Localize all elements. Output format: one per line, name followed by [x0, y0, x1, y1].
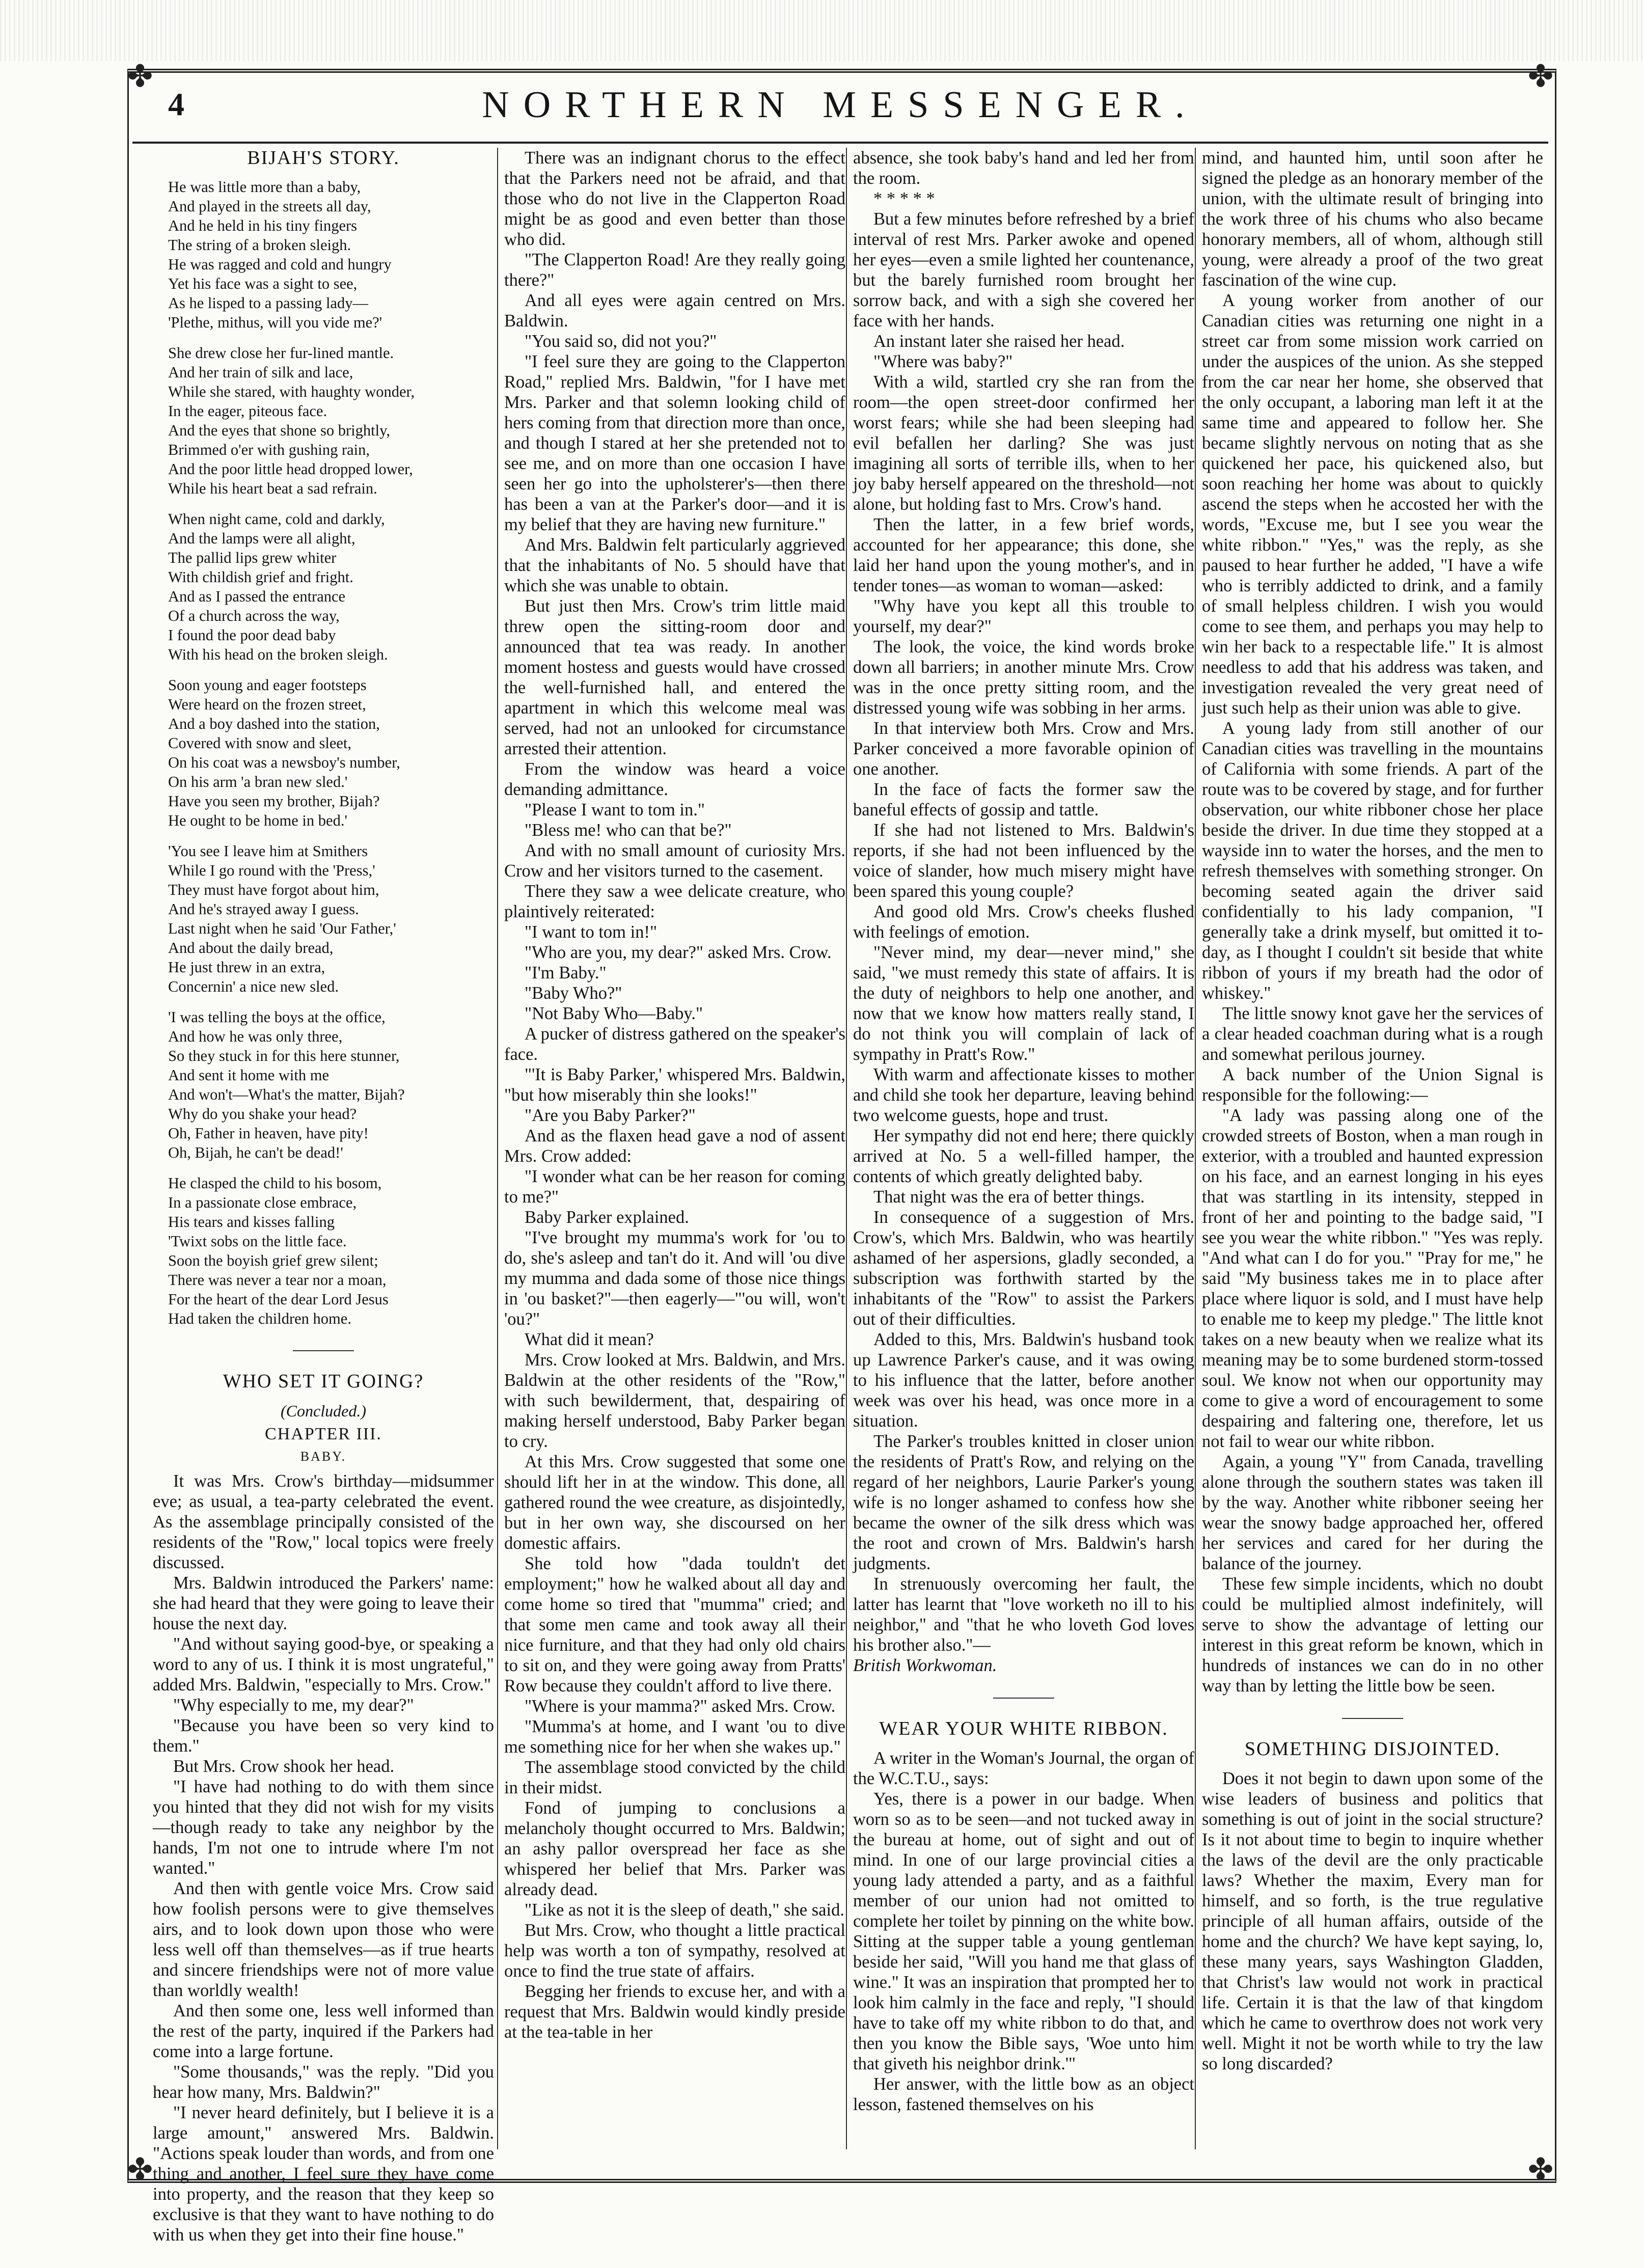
poem-line: Soon young and eager footsteps: [168, 676, 367, 694]
paragraph: From the window was heard a voice demanding admittance.: [504, 759, 845, 799]
ribbon-title: WEAR YOUR WHITE RIBBON.: [879, 1718, 1168, 1739]
poem-line: And as I passed the entrance: [168, 588, 346, 605]
page-header: [132, 80, 1548, 144]
poem-line: Oh, Father in heaven, have pity!: [168, 1125, 369, 1142]
poem-line: And the lamps were all alight,: [168, 530, 355, 547]
masthead: NORTHERN MESSENGER.: [482, 84, 1199, 126]
paragraph: There was an indignant chorus to the effect that the Parkers need not be afraid, and that those who do not live in the Clapperton Road might be as good and even better than those who did.: [504, 148, 845, 249]
poem-line: And the poor little head dropped lower,: [168, 460, 413, 478]
paragraph: "I wonder what can be her reason for coming to me?": [504, 1167, 845, 1207]
column-rule: [846, 148, 847, 2149]
poem-line: He was little more than a baby,: [168, 178, 361, 196]
poem-line: When night came, cold and darkly,: [168, 510, 385, 528]
poem-line: There was never a tear nor a moan,: [168, 1271, 387, 1289]
poem-line: And he's strayed away I guess.: [168, 900, 359, 918]
paragraph: And as the flaxen head gave a nod of assent Mrs. Crow added:: [504, 1126, 845, 1166]
paragraph: Her answer, with the little bow as an object lesson, fastened themselves on his: [853, 2074, 1194, 2114]
paragraph: "Baby Who?": [525, 983, 622, 1003]
poem-line: The string of a broken sleigh.: [168, 236, 351, 254]
paragraph: "A lady was passing along one of the crowded streets of Boston, when a man rough in exterior, with a troubled and haunted expression on his face, and an earnest longing in his eyes that was startling in its intensity, stepped in front of her and pointing to the badge said, "I see you wear the white ribbon." "Yes was reply. "And what can I do for you." "Pray for me," he said "My business takes me in to place after place where liquor is sold, and I must have help to enable me to keep my pledge." The little knot takes on a new beauty when we realize what its meaning may be to some burdened storm-tossed soul. We know not when our opportunity may come to give a word of encouragement to some despairing and faltering one, therefore, let us not fail to wear our white ribbon.: [1202, 1106, 1543, 1451]
poem-line: Of a church across the way,: [168, 607, 340, 624]
poem-line: He ought to be home in bed.': [168, 812, 347, 829]
story-title: WHO SET IT GOING?: [223, 1371, 424, 1392]
paragraph: "Why have you kept all this trouble to yourself, my dear?": [853, 596, 1194, 636]
paragraph: The Parker's troubles knitted in closer union the residents of Pratt's Row, and relying on the regard of her neighbors, Laurie Parker's young wife is no longer ashamed to confess how she became the owner of the silk dress which was the root and crown of Mrs. Baldwin's harsh judgments.: [853, 1432, 1194, 1573]
poem-line: And he held in his tiny fingers: [168, 217, 358, 234]
page-number: 4: [168, 86, 184, 122]
paragraph: In strenuously overcoming her fault, the latter has learnt that "love worketh no ill to his neighbor," and "that he who loveth God loves his brother also."—: [853, 1574, 1194, 1655]
chapter-subtitle: BABY.: [300, 1449, 347, 1464]
poem-line: And her train of silk and lace,: [168, 364, 353, 381]
paragraph: Mrs. Baldwin introduced the Parkers' name: she had heard that they were going to leave their house the next day.: [153, 1573, 494, 1633]
poem-body: [168, 177, 494, 1328]
poem-line: While I go round with the 'Press,': [168, 862, 375, 879]
poem-line: While his heart beat a sad refrain.: [168, 480, 377, 497]
story-text-col3: [853, 148, 1194, 1655]
corner-ornament-icon: ✤: [1527, 60, 1554, 93]
paragraph: And good old Mrs. Crow's cheeks flushed with feelings of emotion.: [853, 902, 1194, 942]
poem-line: On his arm 'a bran new sled.': [168, 773, 348, 790]
story-text-col1: [153, 1471, 494, 2245]
paragraph: "Where was baby?": [873, 352, 1013, 371]
paragraph: And with no small amount of curiosity Mrs. Crow and her visitors turned to the casement.: [504, 841, 845, 881]
paragraph: The assemblage stood convicted by the child in their midst.: [504, 1758, 845, 1797]
column-3: [853, 148, 1194, 2149]
paragraph: What did it mean?: [525, 1330, 654, 1349]
poem-line: They must have forgot about him,: [168, 881, 379, 898]
poem-line: 'Plethe, mithus, will you vide me?': [168, 314, 382, 331]
disjointed-text: [1202, 1768, 1543, 2074]
paragraph: "Some thousands," was the reply. "Did you hear how many, Mrs. Baldwin?": [153, 2062, 494, 2102]
poem-line: His tears and kisses falling: [168, 1213, 335, 1231]
poem-line: 'You see I leave him at Smithers: [168, 842, 368, 860]
poem-line: Last night when he said 'Our Father,': [168, 920, 396, 937]
column-4: [1202, 148, 1543, 2149]
corner-ornament-icon: ✤: [127, 2153, 153, 2187]
paragraph: In consequence of a suggestion of Mrs. Crow's, which Mrs. Baldwin, who was heartily ashamed of her aspersions, gladly seconded, a subscription was forthwith started by the inhabitants of the "Row" to assist the Parkers out of their difficulties.: [853, 1208, 1194, 1329]
poem-line: The pallid lips grew whiter: [168, 549, 337, 566]
poem-line: And how he was only three,: [168, 1028, 343, 1045]
poem-line: He just threw in an extra,: [168, 959, 325, 976]
paragraph: "The Clapperton Road! Are they really going there?": [504, 250, 845, 290]
paragraph: "Who are you, my dear?" asked Mrs. Crow.: [525, 943, 832, 962]
paragraph: A pucker of distress gathered on the speaker's face.: [504, 1024, 845, 1064]
column-rule: [497, 148, 498, 2149]
story-text-col2: [504, 148, 845, 2042]
poem-stanza: [168, 675, 494, 830]
paragraph: "Because you have been so very kind to them.": [153, 1716, 494, 1756]
paragraph: * * * * *: [873, 189, 935, 208]
poem-line: Have you seen my brother, Bijah?: [168, 793, 380, 810]
chapter-heading: CHAPTER III.: [265, 1425, 382, 1443]
paragraph: The little snowy knot gave her the services of a clear headed coachman during what is a rough and somewhat perilous journey.: [1202, 1004, 1543, 1064]
poem-line: Yet his face was a sight to see,: [168, 275, 358, 292]
paragraph: With warm and affectionate kisses to mother and child she took her departure, leaving behind two welcome guests, hope and trust.: [853, 1065, 1194, 1125]
paragraph: "You said so, did not you?": [525, 332, 717, 351]
poem-line: With childish grief and fright.: [168, 568, 353, 586]
poem-line: He clasped the child to his bosom,: [168, 1174, 382, 1192]
paragraph: With a wild, startled cry she ran from the room—the open street-door confirmed her worst fears; while she had been sleeping had evil befallen her darling? She was just imagining all sorts of terrible ills, when to her joy baby herself appeared on the threshold—not alone, but holding fast to Mrs. Crow's hand.: [853, 372, 1194, 514]
paragraph: And all eyes were again centred on Mrs. Baldwin.: [504, 291, 845, 331]
paragraph: But Mrs. Crow, who thought a little practical help was worth a ton of sympathy, resolved at once to find the true state of affairs.: [504, 1921, 845, 1981]
paragraph: These few simple incidents, which no doubt could be multiplied almost indefinitely, will serve to show the advantage of letting our interest in this great reform be known, which in hundreds of instances we can do in no other way than by letting the little bow be seen.: [1202, 1574, 1543, 1696]
paragraph: At this Mrs. Crow suggested that some one should lift her in at the window. This done, all gathered round the wee creature, as disjointedly, but in her own way, she discoursed on her domestic affairs.: [504, 1452, 845, 1553]
paragraph: Mrs. Crow looked at Mrs. Baldwin, and Mrs. Baldwin at the other residents of the "Row," with such bewilderment, that, despairing of making herself understood, Baby Parker began to cry.: [504, 1350, 845, 1451]
section-divider: [853, 1687, 1194, 1707]
story-source: British Workwoman.: [853, 1656, 997, 1675]
poem-line: And the eyes that shone so brightly,: [168, 422, 390, 439]
paragraph: "And without saying good-bye, or speaking a word to any of us. I think it is most ungrateful," added Mrs. Baldwin, "especially to Mrs. Crow.": [153, 1634, 494, 1695]
paragraph: mind, and haunted him, until soon after he signed the pledge as an honorary member of the union, with the ultimate result of bringing into the work three of his chums who also became honorary members, all of whom, although still young, were already a proof of the two great fascination of the wine cup.: [1202, 148, 1543, 290]
paragraph: That night was the era of better things.: [873, 1187, 1145, 1207]
poem-stanza: [168, 343, 494, 498]
poem-line: Were heard on the frozen street,: [168, 696, 366, 713]
paragraph: Begging her friends to excuse her, and with a request that Mrs. Baldwin would kindly preside at the tea-table in her: [504, 1982, 845, 2042]
poem-line: And sent it home with me: [168, 1067, 329, 1084]
poem-line: And about the daily bread,: [168, 939, 334, 957]
poem-line: 'Twixt sobs on the little face.: [168, 1233, 347, 1250]
poem-line: Covered with snow and sleet,: [168, 734, 351, 752]
section-divider: [1202, 1707, 1543, 1728]
paragraph: Yes, there is a power in our badge. When worn so as to be seen—and not tucked away in the bureau at home, out of sight and out of mind. In one of our large provincial cities a young lady attended a party, and as a faithful member of our union had not omitted to complete her toilet by pinning on the white bow. Sitting at the supper table a young gentleman beside her said, "Will you hand me that glass of wine." It was an inspiration that prompted her to look him calmly in the face and reply, "I should have to take off my white ribbon to do that, and then you know the Bible says, 'Woe unto him that giveth his neighbor drink.'": [853, 1789, 1194, 2073]
corner-ornament-icon: ✤: [1527, 2153, 1554, 2187]
paragraph: And then with gentle voice Mrs. Crow said how foolish persons were to give themselves airs, and to look down upon those who were less well off than themselves—as if true hearts and sincere friendships were not of more value than worldly wealth!: [153, 1879, 494, 2000]
paragraph: A young lady from still another of our Canadian cities was travelling in the mountains of California with some friends. A part of the route was to be covered by stage, and for further observation, our white ribboner chose her place beside the driver. In due time they stopped at a wayside inn to water the horses, and the men to refresh themselves with something stronger. On becoming seated again the driver said confidentially to his lady companion, "I generally take a drink myself, but omitted it to-day, as I thought I couldn't sit beside that white ribbon of yours if my breath had the odor of whiskey.": [1202, 719, 1543, 1003]
poem-line: In the eager, piteous face.: [168, 402, 327, 420]
poem-stanza: [168, 177, 494, 332]
poem-line: For the heart of the dear Lord Jesus: [168, 1291, 389, 1308]
paragraph: "Why especially to me, my dear?": [173, 1696, 414, 1715]
poem-title: BIJAH'S STORY.: [247, 147, 400, 169]
poem-line: With his head on the broken sleigh.: [168, 646, 388, 663]
paragraph: "I have had nothing to do with them since you hinted that they did not wish for my visits—though ready to take any neighbor by the hands, I'm not one to intrude where I'm not wanted.": [153, 1777, 494, 1878]
poem-line: Why do you shake your head?: [168, 1105, 357, 1123]
paragraph: But Mrs. Crow shook her head.: [173, 1757, 395, 1776]
columns: [138, 147, 1543, 2245]
paragraph: And then some one, less well informed than the rest of the party, inquired if the Parkers had come into a large fortune.: [153, 2001, 494, 2061]
poem-line: Had taken the children home.: [168, 1310, 351, 1327]
paragraph: There they saw a wee delicate creature, who plaintively reiterated:: [504, 882, 845, 921]
column-2: [504, 148, 845, 2149]
paragraph: If she had not listened to Mrs. Baldwin's reports, if she had not been influenced by the voice of slander, how much misery might have been spared this young couple?: [853, 821, 1194, 901]
paragraph: Does it not begin to dawn upon some of the wise leaders of business and politics that something is out of joint in the social structure? Is it not about time to begin to inquire whether the laws of the devil are the only practicable laws? Whether the maxim, Every man for himself, and so forth, is the true regulative principle of all human affairs, outside of the home and the church? We have kept saying, lo, these many years, says Washington Gladden, that Christ's law would not work in practical life. Certain it is that the law of that kingdom which he came to overthrow does not work very well. Might it not be worth while to try the law so long discarded?: [1202, 1769, 1543, 2073]
paragraph: Fond of jumping to conclusions a melancholy thought occurred to Mrs. Baldwin; an ashy pallor overspread her face as she whispered her belief that Mrs. Parker was already dead.: [504, 1798, 845, 1899]
poem-stanza: [168, 509, 494, 664]
paragraph: "Where is your mamma?" asked Mrs. Crow.: [525, 1697, 836, 1716]
paragraph: In that interview both Mrs. Crow and Mrs. Parker conceived a more favorable opinion of one another.: [853, 719, 1194, 779]
paragraph: "Please I want to tom in.": [525, 800, 705, 819]
ribbon-text-col4: [1202, 148, 1543, 1696]
paragraph: "I've brought my mumma's work for 'ou to do, she's asleep and tan't do it. And will 'ou dive my mumma and dada some of those nice things in 'ou basket?"—then eagerly—"'ou will, won't 'ou?": [504, 1228, 845, 1329]
paragraph: "Not Baby Who—Baby.": [525, 1004, 703, 1023]
paragraph: Then the latter, in a few brief words, accounted for her appearance; this done, she laid her hand upon the young mother's, and in tender tones—as woman to woman—asked:: [853, 515, 1194, 595]
poem-line: And a boy dashed into the station,: [168, 715, 380, 732]
paragraph: "'It is Baby Parker,' whispered Mrs. Baldwin, "but how miserably thin she looks!": [504, 1065, 845, 1105]
ribbon-text-col3: [853, 1748, 1194, 2115]
poem-line: So they stuck in for this here stunner,: [168, 1047, 400, 1064]
paragraph: An instant later she raised her head.: [873, 332, 1125, 351]
section-divider: [153, 1340, 494, 1360]
paragraph: "I'm Baby.": [525, 963, 607, 982]
paragraph: Her sympathy did not end here; there quickly arrived at No. 5 a well-filled hamper, the contents of which greatly delighted baby.: [853, 1126, 1194, 1186]
poem-line: Oh, Bijah, he can't be dead!': [168, 1144, 343, 1161]
paragraph: "I never heard definitely, but I believe it is a large amount," answered Mrs. Baldwin. "Actions speak louder than words, and from one thing and another, I feel sure they have come into property, and the reason that they keep so exclusive is that they want to have nothing to do with us when they get into their fine house.": [153, 2103, 494, 2245]
poem-stanza: [168, 1173, 494, 1328]
poem-line: Brimmed o'er with gushing rain,: [168, 441, 370, 458]
paragraph: "Are you Baby Parker?": [525, 1106, 696, 1125]
story-concluded-note: (Concluded.): [281, 1402, 366, 1420]
poem-stanza: [168, 1007, 494, 1162]
poem-line: Concernin' a nice new sled.: [168, 978, 339, 995]
paragraph: A back number of the Union Signal is responsible for the following:—: [1202, 1065, 1543, 1105]
poem-line: He was ragged and cold and hungry: [168, 256, 392, 273]
scan-noise: [0, 0, 1644, 61]
poem-line: And played in the streets all day,: [168, 198, 371, 215]
column-1: [153, 147, 494, 2245]
poem-line: On his coat was a newsboy's number,: [168, 754, 400, 771]
paragraph: Again, a young "Y" from Canada, travelling alone through the southern states was taken ill by the way. Another white ribboner seeing her wear the snowy badge approached her, offered her services and cared for her during the balance of the journey.: [1202, 1452, 1543, 1573]
poem-line: While she stared, with haughty wonder,: [168, 383, 415, 400]
paragraph: A young worker from another of our Canadian cities was returning one night in a street car from some mission work carried on under the auspices of the union. As she stepped from the car near her home, she observed that the only occupant, a laboring man left it at the same time and appeared to follow her. She became slightly nervous on noting that as she quickened her pace, his quickened also, but soon reaching her home was about to quickly ascend the steps when he accosted her with the words, "Excuse me, but I see you wear the white ribbon." "Yes," was the reply, as she paused to hear further he added, "I have a wife who is terribly addicted to drink, and a family of small helpless children. I wish you would come to see them, and perhaps you may help to win her back to a respectable life." It is almost needless to add that his address was taken, and investigation revealed the very great need of just such help as their union was able to give.: [1202, 291, 1543, 718]
paragraph: "I want to tom in!": [525, 922, 657, 942]
poem-line: She drew close her fur-lined mantle.: [168, 344, 394, 362]
paragraph: "Never mind, my dear—never mind," she said, "we must remedy this state of affairs. It is the duty of neighbors to help one another, and now that we know how matters really stand, I do not think you will complain of lack of sympathy in Pratt's Row.": [853, 943, 1194, 1064]
paragraph: But a few minutes before refreshed by a brief interval of rest Mrs. Parker awoke and opened her eyes—even a smile lighted her countenance, but the barely furnished room brought her sorrow back, and with a sigh she covered her face with her hands.: [853, 209, 1194, 331]
paragraph: And Mrs. Baldwin felt particularly aggrieved that the inhabitants of No. 5 should have that which she was unable to obtain.: [504, 535, 845, 595]
paragraph: absence, she took baby's hand and led her from the room.: [853, 148, 1194, 188]
poem-line: 'I was telling the boys at the office,: [168, 1008, 386, 1026]
paragraph: "Bless me! who can that be?": [525, 821, 732, 840]
paragraph: But just then Mrs. Crow's trim little maid threw open the sitting-room door and announced that tea was ready. In another moment hostess and guests would have crossed the well-furnished hall, and entered the apartment in which this welcome meal was served, had not an unlooked for circumstance arrested their attention.: [504, 596, 845, 758]
poem-line: Soon the boyish grief grew silent;: [168, 1252, 378, 1269]
poem-line: I found the poor dead baby: [168, 626, 336, 644]
poem-stanza: [168, 841, 494, 996]
paragraph: A writer in the Woman's Journal, the organ of the W.C.T.U., says:: [853, 1748, 1194, 1788]
paragraph: The look, the voice, the kind words broke down all barriers; in another minute Mrs. Crow was in the once pretty sitting room, and the distressed young wife was sobbing in her arms.: [853, 637, 1194, 718]
column-rule: [1195, 148, 1196, 2149]
paragraph: "I feel sure they are going to the Clapperton Road," replied Mrs. Baldwin, "for I have met Mrs. Parker and that solemn looking child of hers coming from that direction more than once, and though I stared at her she pretended not to see me, and on more than one occasion I have seen her go into the upholsterer's—then there has been a van at the Parker's door—and it is my belief that they are having new furniture.": [504, 352, 845, 534]
poem-line: And won't—What's the matter, Bijah?: [168, 1086, 405, 1103]
paragraph: In the face of facts the former saw the baneful effects of gossip and tattle.: [853, 780, 1194, 819]
corner-ornament-icon: ✤: [127, 60, 153, 93]
paragraph: Baby Parker explained.: [525, 1208, 689, 1227]
paragraph: "Mumma's at home, and I want 'ou to dive me something nice for her when she wakes up.": [504, 1717, 845, 1757]
paragraph: "Like as not it is the sleep of death," she said.: [525, 1900, 844, 1920]
poem-line: In a passionate close embrace,: [168, 1194, 357, 1211]
poem-line: As he lisped to a passing lady—: [168, 294, 369, 312]
paragraph: Added to this, Mrs. Baldwin's husband took up Lawrence Parker's cause, and it was owing to his influence that the latter, before another week was over his head, was once more in a situation.: [853, 1330, 1194, 1431]
paragraph: She told how "dada touldn't det employment;" how he walked about all day and come home so tired that "mumma" cried; and that some men came and took away all their nice furniture, and that they had only old chairs to sit on, and they were going away from Pratts' Row because they couldn't afford to live there.: [504, 1554, 845, 1696]
paragraph: It was Mrs. Crow's birthday—midsummer eve; as usual, a tea-party celebrated the event. As the assemblage principally consisted of the residents of the "Row," local topics were freely discussed.: [153, 1471, 494, 1572]
disjointed-title: SOMETHING DISJOINTED.: [1244, 1738, 1501, 1760]
